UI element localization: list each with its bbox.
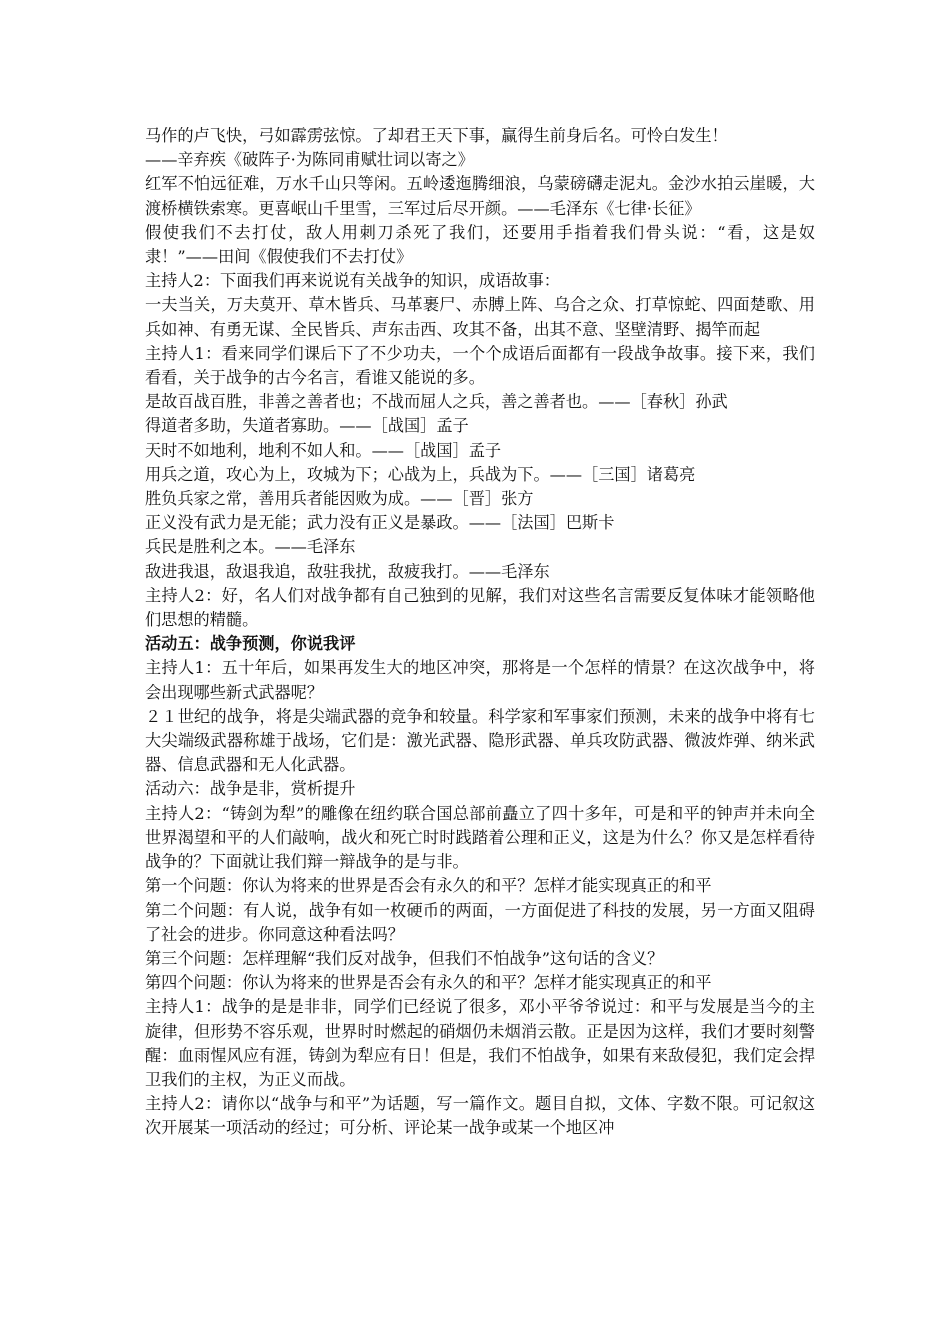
host1-prediction: 主持人1：五十年后，如果再发生大的地区冲突，那将是一个怎样的情景？在这次战争中，将会出现哪些新式武器呢？ bbox=[145, 658, 815, 702]
quote-maozedong-2: 敌进我退，敌退我追，敌驻我扰，敌疲我打。——毛泽东 bbox=[145, 561, 550, 581]
quote-mengzi-2: 天时不如地利，地利不如人和。——［战国］孟子 bbox=[145, 440, 502, 460]
future-weapons: ２１世纪的战争，将是尖端武器的竞争和较量。科学家和军事家们预测，未来的战争中将有七大尖端级武器称雄于战场，它们是：激光武器、隐形武器、单兵攻防武器、微波炸弹、纳米武器、信息武器和无人化武器。 bbox=[145, 706, 815, 775]
activity-five-heading: 活动五：战争预测，你说我评 bbox=[145, 634, 356, 654]
quote-zhugeliang: 用兵之道，攻心为上，攻城为下；心战为上，兵战为下。——［三国］诸葛亮 bbox=[145, 464, 696, 484]
quote-pascal: 正义没有武力是无能；武力没有正义是暴政。——［法国］巴斯卡 bbox=[145, 513, 615, 533]
question-three: 第三个问题：怎样理解“我们反对战争，但我们不怕战争”这句话的含义？ bbox=[145, 948, 664, 968]
quote-sunwu: 是故百战百胜，非善之善者也；不战而屈人之兵，善之善者也。——［春秋］孙武 bbox=[145, 392, 728, 412]
host2-quotes-summary: 主持人2：好，名人们对战争都有自己独到的见解，我们对这些名言需要反复体味才能领略他们思想的精髓。 bbox=[145, 585, 815, 630]
idiom-list: 一夫当关，万夫莫开、草木皆兵、马革裹尸、赤膊上阵、乌合之众、打草惊蛇、四面楚歌、用兵如神、有勇无谋、全民皆兵、声东击西、攻其不备，出其不意、坚壁清野、揭竿而起 bbox=[145, 295, 815, 339]
activity-six-heading: 活动六：战争是非，赏析提升 bbox=[145, 779, 356, 799]
quote-zhangfang: 胜负兵家之常，善用兵者能因败为成。——［晋］张方 bbox=[145, 489, 534, 509]
host1-quotes-intro: 主持人1：看来同学们课后下了不少功夫，一个个成语后面都有一段战争故事。接下来，我们看看，关于战争的古今名言，看谁又能说的多。 bbox=[145, 343, 815, 388]
host2-essay-task: 主持人2：请你以“战争与和平”为话题，写一篇作文。题目自拟，文体、字数不限。可记叙这次开展某一项活动的经过；可分析、评论某一战争或某一个地区冲 bbox=[145, 1094, 815, 1138]
question-two: 第二个问题：有人说，战争有如一枚硬币的两面，一方面促进了科技的发展，另一方面又阻碍了社会的进步。你同意这种看法吗？ bbox=[145, 900, 815, 944]
poem-changzheng: 红军不怕远征难，万水千山只等闲。五岭逶迤腾细浪，乌蒙磅礴走泥丸。金沙水拍云崖暖，大渡桥横铁索寒。更喜岷山千里雪，三军过后尽开颜。——毛泽东《七律·长征》 bbox=[145, 174, 815, 218]
document-page bbox=[145, 124, 815, 1141]
quote-maozedong-1: 兵民是胜利之本。——毛泽东 bbox=[145, 537, 356, 557]
question-four: 第四个问题：你认为将来的世界是否会有永久的和平？怎样才能实现真正的和平 bbox=[145, 973, 712, 993]
poem-line: 马作的卢飞快，弓如霹雳弦惊。了却君王天下事，赢得生前身后名。可怜白发生！ bbox=[145, 126, 728, 145]
question-one: 第一个问题：你认为将来的世界是否会有永久的和平？怎样才能实现真正的和平 bbox=[145, 876, 712, 896]
quote-mengzi-1: 得道者多助，失道者寡助。——［战国］孟子 bbox=[145, 416, 469, 436]
poem-tianjian: 假使我们不去打仗，敌人用刺刀杀死了我们，还要用手指着我们骨头说：“看，这是奴隶！”——田间《假使我们不去打仗》 bbox=[145, 222, 815, 267]
host2-idioms-intro: 主持人2：下面我们再来说说有关战争的知识，成语故事： bbox=[145, 271, 560, 291]
poem-attribution: ——辛弃疾《破阵子·为陈同甫赋壮词以寄之》 bbox=[145, 150, 474, 170]
host2-debate-intro: 主持人2：“铸剑为犁”的雕像在纽约联合国总部前矗立了四十多年，可是和平的钟声并未向全世界渴望和平的人们敲响，战火和死亡时时践踏着公理和正义，这是为什么？你又是怎样看待战争的？下面就让我们辩一辩战争的是与非。 bbox=[145, 803, 815, 872]
host1-conclusion: 主持人1：战争的是是非非，同学们已经说了很多，邓小平爷爷说过：和平与发展是当今的主旋律，但形势不容乐观，世界时时燃起的硝烟仍未烟消云散。正是因为这样，我们才要时刻警醒：血雨惺风应有涯，铸剑为犁应有日！但是，我们不怕战争，如果有来敌侵犯，我们定会捍卫我们的主权，为正义而战。 bbox=[145, 997, 815, 1089]
